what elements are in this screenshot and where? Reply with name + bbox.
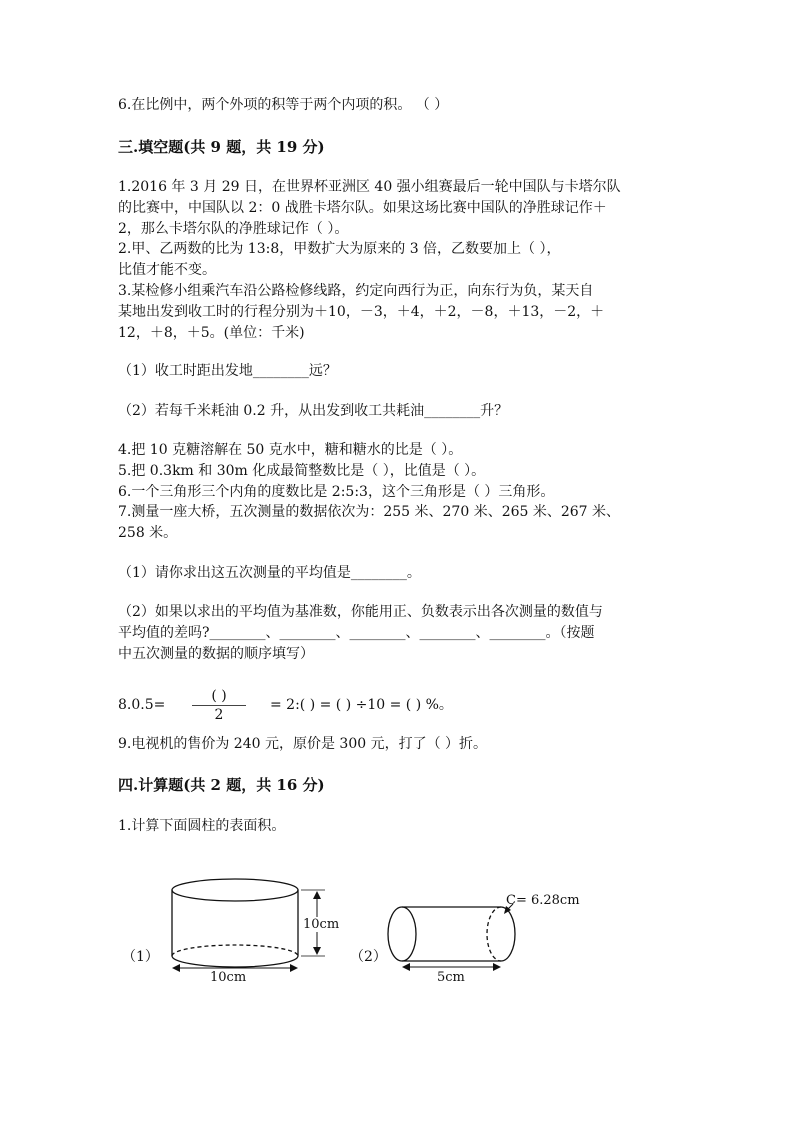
figure-1-label: （1）	[122, 949, 159, 965]
figure-2-length-label: 5cm	[437, 970, 465, 985]
q7-sub-2-line-3: 中五次测量的数据的顺序填写）	[118, 646, 314, 662]
q3-line-3: 12，＋8，＋5。(单位：千米)	[118, 325, 305, 341]
section-4-title: 四.计算题(共 2 题，共 16 分)	[118, 776, 325, 794]
figure-1-height-label: 10cm	[303, 917, 340, 932]
q9: 9.电视机的售价为 240 元，原价是 300 元，打了（ ）折。	[118, 736, 488, 752]
figure-2-label: （2）	[350, 949, 387, 965]
cylinder-bottom-back	[172, 945, 298, 956]
cylinder-right-front	[501, 907, 515, 961]
q7-sub-1: （1）请你求出这五次测量的平均值是________。	[118, 565, 421, 581]
q8-fraction-denominator: 2	[214, 707, 224, 723]
q6: 6.一个三角形三个内角的度数比是 2:5:3，这个三角形是（ ）三角形。	[118, 484, 555, 500]
q8-prefix: 8.0.5=	[118, 697, 166, 713]
q7-line-2: 258 米。	[118, 525, 178, 541]
q4: 4.把 10 克糖溶解在 50 克水中，糖和糖水的比是（ ）。	[118, 442, 463, 458]
q8-suffix: = 2:( ) = ( ) ÷10 = ( ) %。	[270, 697, 453, 713]
q7-sub-2-line-1: （2）如果以求出的平均值为基准数，你能用正、负数表示出各次测量的数值与	[118, 604, 603, 620]
cylinder-bottom-front	[172, 956, 298, 967]
q5: 5.把 0.3km 和 30m 化成最简整数比是（ ），比值是（ ）。	[118, 463, 486, 479]
q8-fraction-numerator: ( )	[211, 688, 227, 704]
figure-1-diameter-label: 10cm	[210, 970, 247, 985]
q1-line-3: 2，那么卡塔尔队的净胜球记作（ ）。	[118, 221, 349, 237]
figure-2-circumference-label: C= 6.28cm	[506, 893, 580, 908]
question-6-previous: 6.在比例中，两个外项的积等于两个内项的积。 （ ）	[118, 97, 449, 113]
q1-line-2: 的比赛中，中国队以 2：0 战胜卡塔尔队。如果这场比赛中国队的净胜球记作＋	[118, 200, 607, 216]
q8-fraction-bar	[192, 705, 246, 706]
q8-fraction	[192, 688, 246, 723]
cylinder-top-ellipse	[172, 879, 298, 901]
cylinder-right-back	[487, 907, 501, 961]
q2-line-1: 2.甲、乙两数的比为 13:8，甲数扩大为原来的 3 倍，乙数要加上（ ），	[118, 241, 561, 257]
figure-1-cylinder	[165, 872, 345, 992]
q3-sub-1: （1）收工时距出发地________远？	[118, 363, 337, 379]
q1-line-1: 1.2016 年 3 月 29 日，在世界杯亚洲区 40 强小组赛最后一轮中国队与卡塔尔队	[118, 179, 621, 195]
q2-line-2: 比值才能不变。	[118, 262, 216, 278]
q3-sub-2: （2）若每千米耗油 0.2 升，从出发到收工共耗油________升？	[118, 403, 509, 419]
q3-line-1: 3.某检修小组乘汽车沿公路检修线路，约定向西行为正，向东行为负，某天自	[118, 283, 594, 299]
section-3-title: 三.填空题(共 9 题，共 19 分)	[118, 138, 325, 156]
q7-line-1: 7.测量一座大桥，五次测量的数据依次为：255 米、270 米、265 米、267 米、	[118, 504, 621, 520]
q7-sub-2-line-2: 平均值的差吗?________、________、________、________、________。（按题	[118, 625, 595, 641]
q3-line-2: 某地出发到收工时的行程分别为＋10，－3，＋4，＋2，－8，＋13，－2，＋	[118, 304, 605, 320]
calc-q1: 1.计算下面圆柱的表面积。	[118, 818, 286, 834]
cylinder-left-ellipse	[388, 907, 416, 961]
